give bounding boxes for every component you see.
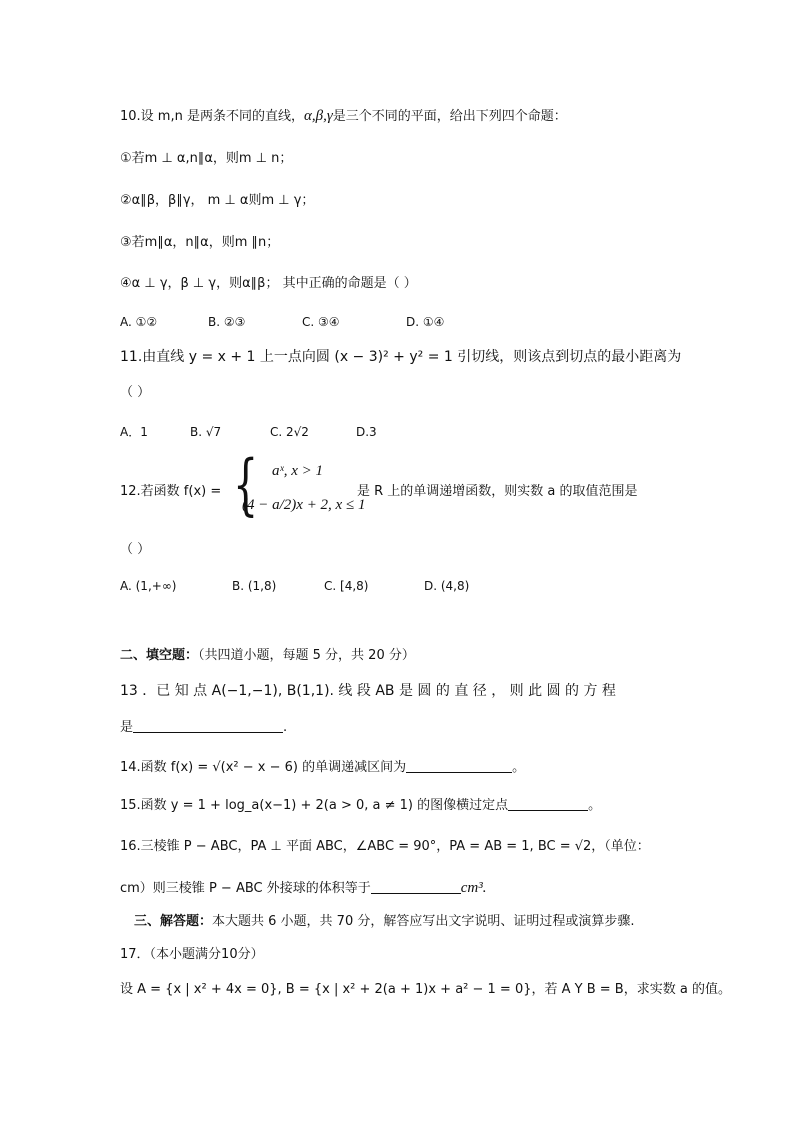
q10-options [120,313,444,331]
q12-suffix: 是 R 上的单调递增函数，则实数 a 的取值范围是 [357,484,638,499]
q16-answer-blank[interactable] [371,879,461,894]
q11-option-c: C. 2√2 [270,425,309,439]
q11-option-d: D.3 [356,425,377,439]
q14-end: 。 [512,760,526,775]
q10-proposition-4: ④α ⊥ γ，β ⊥ γ，则α∥β； 其中正确的命题是（ ） [120,276,417,291]
q11-options [120,423,377,441]
q10-proposition-1: ①若m ⊥ α,n∥α，则m ⊥ n； [120,151,293,166]
section-3-title: 三、解答题： [134,914,213,929]
q12-case-2: (4 − a/2)x + 2, x ≤ 1 [242,497,366,513]
q15-line [120,796,601,815]
q12-case-1: aˣ, x > 1 [272,463,324,479]
q11-option-a: A．1 [120,425,148,439]
q17-head: 17．（本小题满分10分） [120,947,264,962]
section-2-heading [120,647,415,665]
q12-option-b: B. (1,8) [232,579,277,593]
q10-stem-b: 是三个不同的平面，给出下列四个命题： [332,109,567,124]
q16-unit: cm³. [460,880,487,896]
q12-option-d: D. (4,8) [424,579,470,593]
q13-line-2: 是 . [120,720,288,735]
q16-text: cm）则三棱锥 P − ABC 外接球的体积等于 [120,881,371,896]
q15-end: 。 [588,798,602,813]
q15-answer-blank[interactable] [508,796,588,811]
q12-brace: { [233,446,259,523]
q12-option-a: A. (1,+∞) [120,579,177,593]
section-3-heading [134,913,635,931]
q15-text: 15.函数 y = 1 + log_a(x−1) + 2(a > 0, a ≠ 1) 的图像横过定点 [120,798,509,813]
q10-stem [120,107,567,126]
q12-option-c: C. [4,8) [324,579,369,593]
q10-option-a: A. ①② [120,315,158,329]
q10-stem-a: 10.设 m,n 是两条不同的直线， [120,109,304,124]
q13-prefix: 是 [120,720,134,735]
q11-option-b: B. √7 [190,425,222,439]
q13-line-1: 13 ．已 知 点 A(−1,−1), B(1,1). 线 段 AB 是 圆 的 直 径 ， 则 此 圆 的 方 程 [120,683,616,699]
q10-option-b: B. ②③ [208,315,246,329]
q12-paren: （ ） [120,542,151,557]
q17-body: 设 A = {x | x² + 4x = 0}, B = {x | x² + 2(a + 1)x + a² − 1 = 0}，若 A Y B = B，求实数 a 的值。 [120,982,731,997]
q14-text: 14.函数 f(x) = √(x² − x − 6) 的单调递减区间为 [120,760,407,775]
q12-options [120,577,469,595]
q13-answer-blank[interactable] [133,718,283,733]
q11-paren: （ ） [120,385,151,400]
section-2-note: （共四道小题，每题 5 分，共 20 分） [198,648,415,663]
q14-line [120,758,525,777]
section-3-note: 本大题共 6 小题，共 70 分，解答应写出文字说明、证明过程或演算步骤. [212,914,635,929]
q11-stem: 11.由直线 y = x + 1 上一点向圆 (x − 3)² + y² = 1 引切线，则该点到切点的最小距离为 [120,349,682,365]
section-2-title: 二、填空题： [120,648,199,663]
q10-option-c: C. ③④ [302,315,340,329]
q10-proposition-3: ③若m∥α，n∥α，则m ∥n； [120,235,280,250]
q10-stem-greek: α,β,γ [303,108,333,124]
q10-proposition-2: ②α∥β，β∥γ， m ⊥ α则m ⊥ γ； [120,193,315,208]
q12-prefix: 12.若函数 f(x) = [120,484,222,499]
q10-option-d: D. ①④ [406,315,445,329]
q16-line-2 [120,879,486,898]
q14-answer-blank[interactable] [406,758,512,773]
q16-line-1: 16.三棱锥 P − ABC，PA ⊥ 平面 ABC，∠ABC = 90°，PA = AB = 1, BC = √2，（单位： [120,839,650,854]
